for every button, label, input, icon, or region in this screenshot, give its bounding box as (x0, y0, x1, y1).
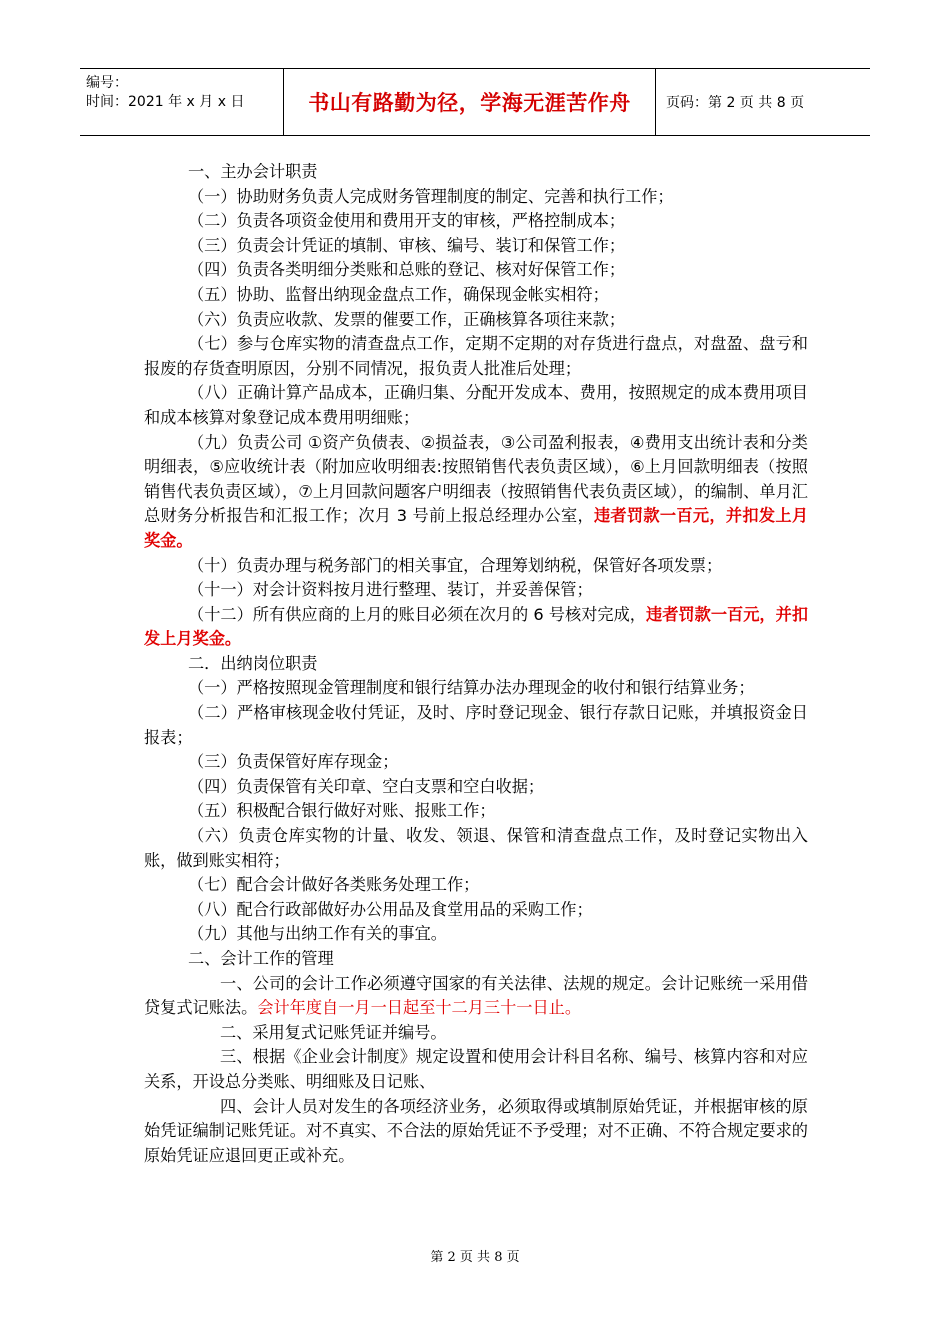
paragraph-text: 一、公司的会计工作必须遵守国家的有关法律、法规的规定。会计记账统一采用借贷复式记账法。 (144, 973, 808, 1018)
paragraph: （八）配合行政部做好办公用品及食堂用品的采购工作； (188, 899, 593, 919)
paragraph: （八）正确计算产品成本，正确归集、分配开发成本、费用，按照规定的成本费用项目和成本核算对象登记成本费用明细账； (144, 383, 808, 427)
paragraph: （四）负责保管有关印章、空白支票和空白收据； (188, 776, 545, 796)
paragraph: 三、根据《企业会计制度》规定设置和使用会计科目名称、编号、核算内容和对应关系，开设总分类账、明细账及日记账、 (144, 1047, 808, 1091)
paragraph (144, 603, 808, 652)
paragraph: （四）负责各类明细分类账和总账的登记、核对好保管工作； (188, 260, 626, 280)
paragraph: （五）积极配合银行做好对账、报账工作； (188, 801, 496, 821)
page-header (80, 68, 870, 136)
section-heading: 一、主办会计职责 (188, 162, 318, 181)
paragraph: （十一）对会计资料按月进行整理、装订，并妥善保管； (188, 580, 593, 600)
header-motto-cell (284, 69, 656, 135)
paragraph: （七）配合会计做好各类账务处理工作； (188, 875, 480, 895)
paragraph (144, 431, 808, 554)
paragraph: （九）其他与出纳工作有关的事宜。 (188, 924, 447, 944)
paragraph-text: （九）负责公司 ①资产负债表、②损益表，③公司盈利报表，④费用支出统计表和分类明细表，⑤应收统计表（附加应收明细表:按照销售代表负责区域），⑥上月回款明细表（按照销售代表负责区域），⑦上月回款问题客户明细表（按照销售代表负责区域），的编制、单月汇总财务分析报告和汇报工作；次月 3 号前上报总经理办公室， (144, 432, 808, 526)
paragraph: 二、采用复式记账凭证并编号。 (220, 1022, 447, 1042)
paragraph: （五）协助、监督出纳现金盘点工作，确保现金帐实相符； (188, 284, 609, 304)
paragraph (144, 972, 808, 1021)
header-meta (80, 69, 284, 135)
document-body (144, 160, 808, 1168)
paragraph: （三）负责会计凭证的填制、审核、编号、装订和保管工作； (188, 235, 626, 255)
penalty-notice: 违者罚款一百元，并扣发上月奖金。 (144, 604, 809, 649)
penalty-notice: 违者罚款一百元，并扣发上月奖金。 (144, 506, 809, 550)
page-footer: 第 2 页 共 8 页 (430, 1250, 520, 1265)
paragraph: （二）负责各项资金使用和费用开支的审核，严格控制成本； (188, 211, 626, 231)
paragraph: （一）协助财务负责人完成财务管理制度的制定、完善和执行工作； (188, 186, 674, 206)
serial-number-label: 编号： (86, 75, 128, 91)
paragraph-text: （十二）所有供应商的上月的账目必须在次月的 6 号核对完成， (188, 604, 647, 624)
date-label: 时间：2021 年 x 月 x 日 (86, 94, 245, 110)
paragraph: （七）参与仓库实物的清查盘点工作，定期不定期的对存货进行盘点，对盘盈、盘亏和报废的存货查明原因，分别不同情况，报负责人批准后处理； (144, 334, 808, 378)
fiscal-year-notice: 会计年度自一月一日起至十二月三十一日止。 (257, 998, 582, 1018)
header-page-cell (656, 69, 870, 135)
paragraph: （六）负责应收款、发票的催要工作，正确核算各项往来款； (188, 309, 626, 329)
header-motto: 书山有路勤为径，学海无涯苦作舟 (308, 91, 631, 115)
paragraph: 四、会计人员对发生的各项经济业务，必须取得或填制原始凭证，并根据审核的原始凭证编制记账凭证。对不真实、不合法的原始凭证不予受理；对不正确、不符合规定要求的原始凭证应退回更正或补充。 (144, 1096, 808, 1165)
section-heading: 二、会计工作的管理 (188, 949, 334, 968)
paragraph: （六）负责仓库实物的计量、收发、领退、保管和清查盘点工作，及时登记实物出入账，做到账实相符； (144, 826, 808, 870)
paragraph: （一）严格按照现金管理制度和银行结算办法办理现金的收付和银行结算业务； (188, 678, 755, 698)
section-heading: 二．出纳岗位职责 (188, 653, 318, 673)
paragraph: （三）负责保管好库存现金； (188, 752, 399, 772)
header-page-info: 页码：第 2 页 共 8 页 (666, 95, 805, 111)
paragraph: （十）负责办理与税务部门的相关事宜，合理筹划纳税，保管好各项发票； (188, 555, 723, 575)
paragraph: （二）严格审核现金收付凭证，及时、序时登记现金、银行存款日记账，并填报资金日报表； (144, 703, 808, 747)
